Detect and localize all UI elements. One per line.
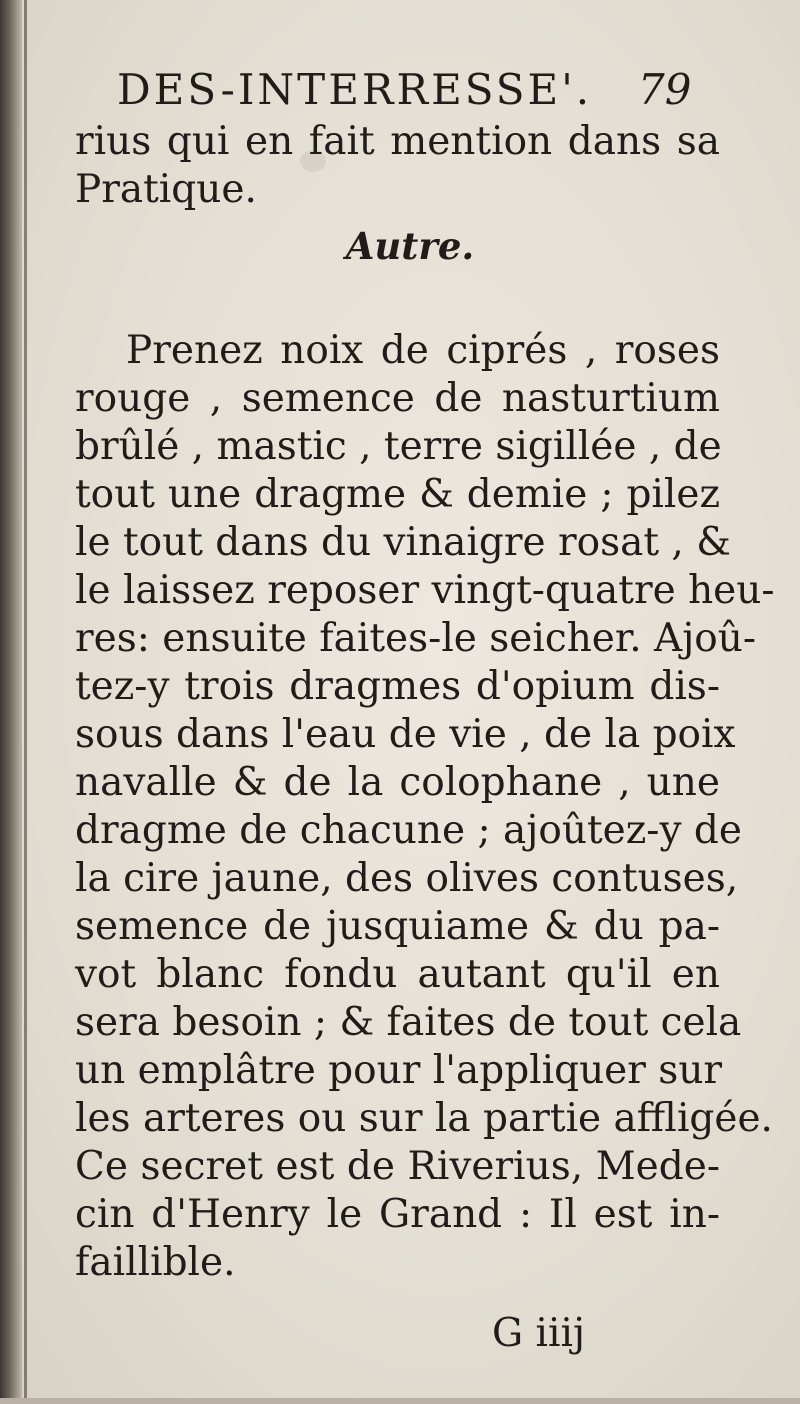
text-line: brûlé , mastic , terre sigillée , de bbox=[75, 424, 722, 469]
text-line: cin d'Henry le Grand : Il est in- bbox=[75, 1192, 720, 1237]
running-head bbox=[0, 60, 800, 120]
text-line: un emplâtre pour l'appliquer sur bbox=[75, 1048, 723, 1093]
text-line: Prenez noix de ciprés , roses bbox=[126, 328, 720, 373]
text-line: Pratique. bbox=[75, 167, 257, 212]
text-line: faillible. bbox=[75, 1240, 236, 1285]
gutter-shadow-line bbox=[24, 0, 27, 1404]
text-line: la cire jaune, des olives contuses, bbox=[75, 856, 739, 901]
text-line: sous dans l'eau de vie , de la poix bbox=[75, 712, 736, 757]
page-number: 79 bbox=[638, 65, 692, 114]
text-line: le laissez reposer vingt-quatre heu- bbox=[75, 568, 775, 613]
signature-mark: G iiij bbox=[492, 1311, 586, 1356]
text-line: les arteres ou sur la partie affligée. bbox=[75, 1096, 773, 1141]
text-line: navalle & de la colophane , une bbox=[75, 760, 720, 805]
text-line: tez-y trois dragmes d'opium dis- bbox=[75, 664, 720, 709]
book-gutter bbox=[0, 0, 22, 1404]
text-line: res: ensuite faites-le seicher. Ajoû- bbox=[75, 616, 757, 661]
page-bottom-edge bbox=[0, 1398, 800, 1404]
text-line: vot blanc fondu autant qu'il en bbox=[75, 952, 720, 997]
text-line: Ce secret est de Riverius, Mede- bbox=[75, 1144, 720, 1189]
text-line: sera besoin ; & faites de tout cela bbox=[75, 1000, 742, 1045]
text-line: semence de jusquiame & du pa- bbox=[75, 904, 720, 949]
text-line: tout une dragme & demie ; pilez bbox=[75, 472, 720, 517]
text-line: rouge , semence de nasturtium bbox=[75, 376, 720, 421]
running-head-title: DES-INTERRESSE'. bbox=[117, 65, 593, 114]
text-line: le tout dans du vinaigre rosat , & bbox=[75, 520, 731, 565]
text-line: dragme de chacune ; ajoûtez-y de bbox=[75, 808, 742, 853]
text-line: rius qui en fait mention dans sa bbox=[75, 119, 720, 164]
section-subheading: Autre. bbox=[345, 224, 475, 268]
